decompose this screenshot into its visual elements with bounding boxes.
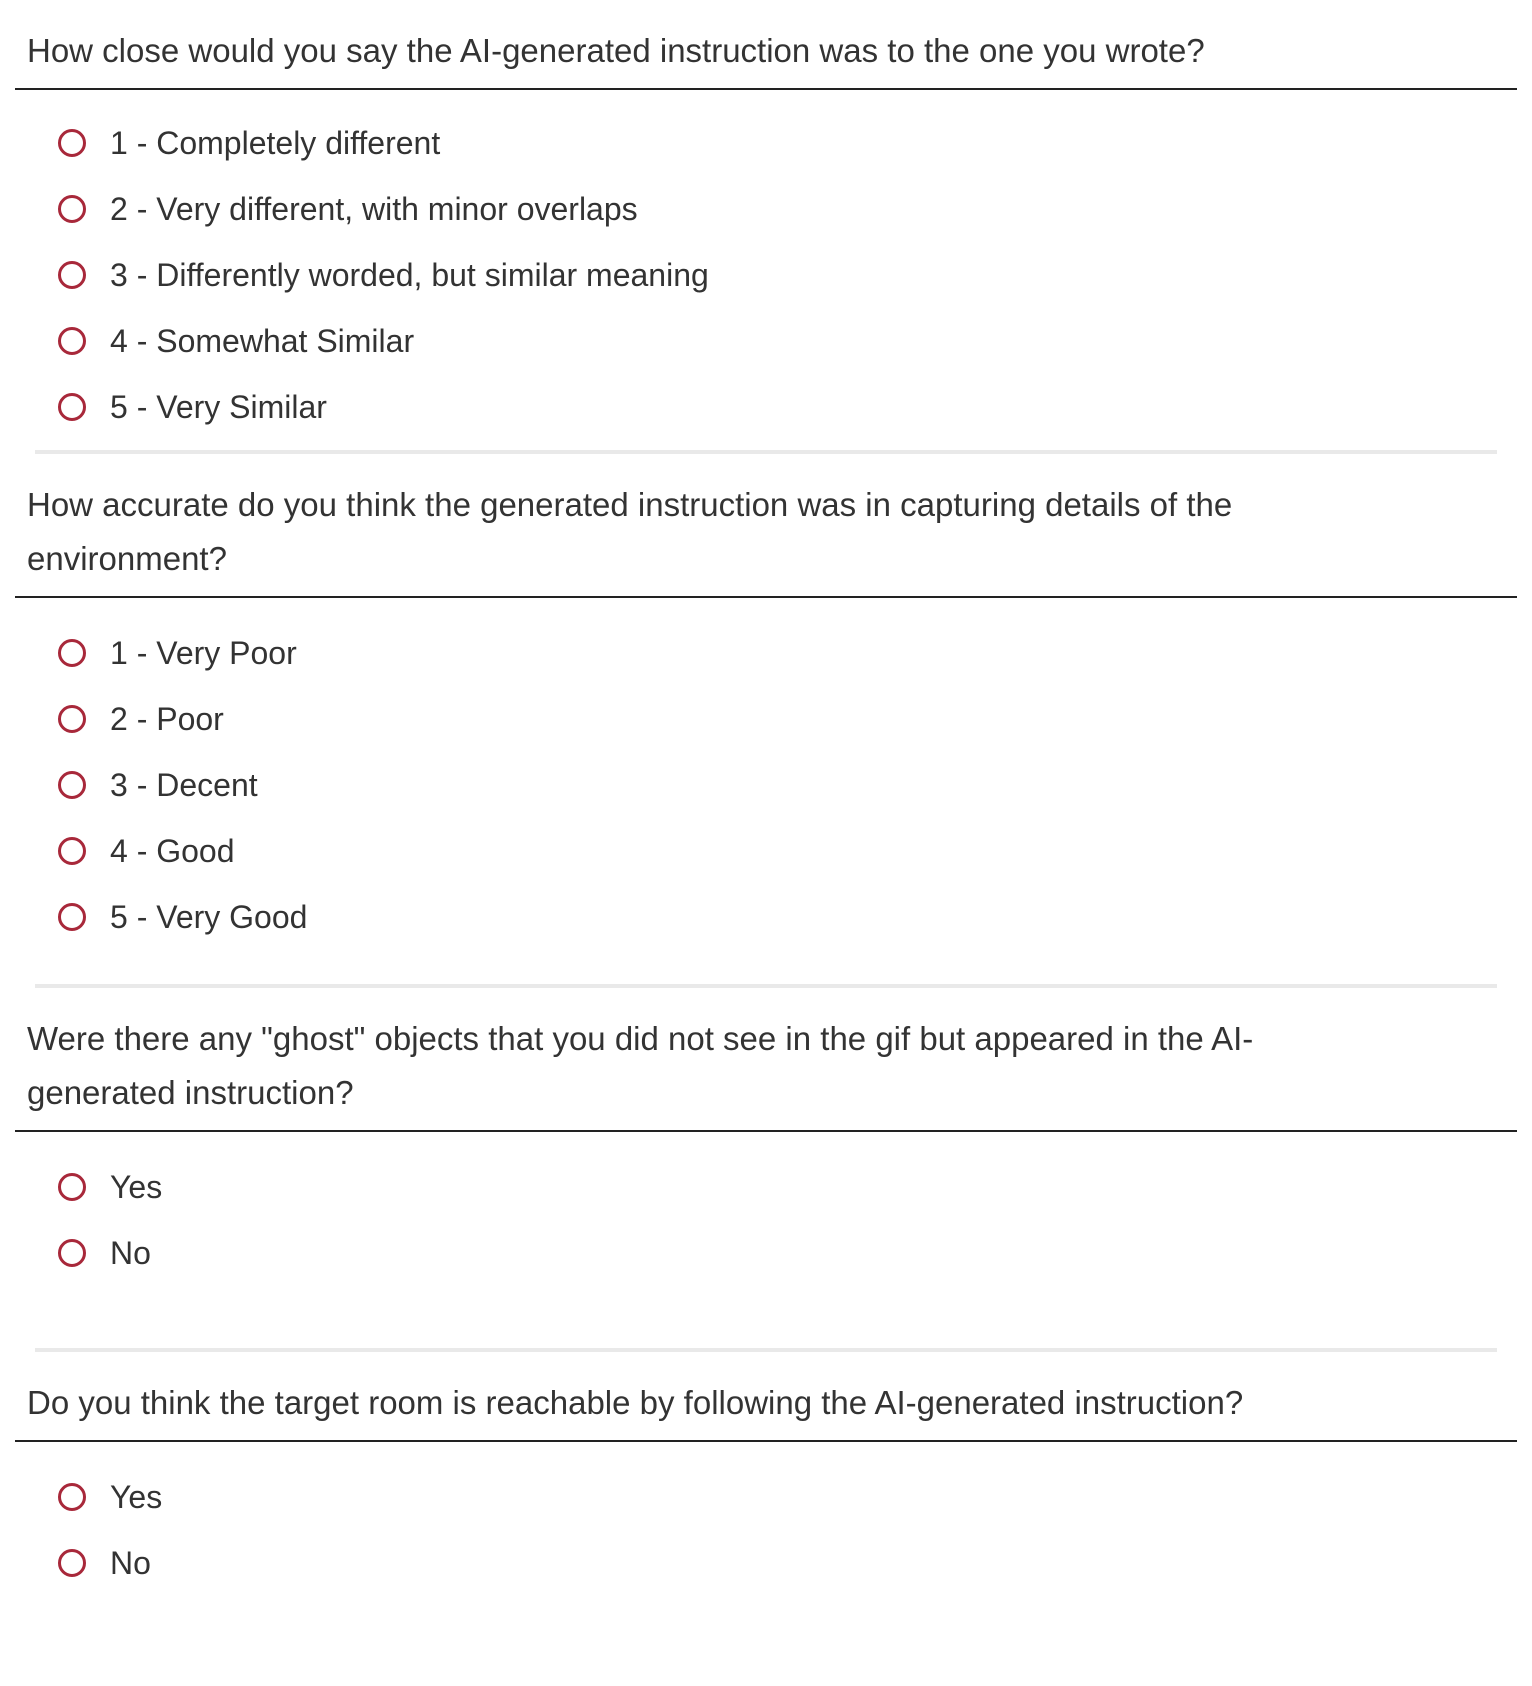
question-text: Were there any "ghost" objects that you did not see in the gif but appeared in the AI-generated instruction?	[27, 1020, 1254, 1111]
choice-label[interactable]: Yes	[110, 1479, 163, 1515]
question-reachability	[0, 1352, 1532, 1682]
radio-button[interactable]	[58, 1173, 86, 1201]
question-text: Do you think the target room is reachable by following the AI-generated instruction?	[27, 1384, 1244, 1421]
choice-label[interactable]: 1 - Completely different	[110, 125, 441, 161]
radio-button[interactable]	[58, 195, 86, 223]
choice-option[interactable]	[0, 686, 1532, 752]
choice-option[interactable]	[0, 1154, 1532, 1220]
choice-list	[0, 90, 1532, 440]
radio-button[interactable]	[58, 261, 86, 289]
choice-label[interactable]: 5 - Very Good	[110, 899, 308, 935]
radio-button[interactable]	[58, 705, 86, 733]
question-closeness	[0, 0, 1532, 450]
question-accuracy	[0, 454, 1532, 984]
radio-button[interactable]	[58, 639, 86, 667]
choice-list	[0, 598, 1532, 950]
choice-option[interactable]	[0, 1530, 1532, 1596]
radio-button[interactable]	[58, 1239, 86, 1267]
choice-label[interactable]: 4 - Good	[110, 833, 235, 869]
choice-option[interactable]	[0, 752, 1532, 818]
choice-label[interactable]: No	[110, 1235, 151, 1271]
choice-label[interactable]: No	[110, 1545, 151, 1581]
choice-option[interactable]	[0, 884, 1532, 950]
choice-label[interactable]: 3 - Differently worded, but similar meaning	[110, 257, 709, 293]
radio-button[interactable]	[58, 771, 86, 799]
choice-label[interactable]: 2 - Poor	[110, 701, 224, 737]
radio-button[interactable]	[58, 837, 86, 865]
choice-list	[0, 1442, 1532, 1596]
choice-label[interactable]: 2 - Very different, with minor overlaps	[110, 191, 638, 227]
choice-label[interactable]: 3 - Decent	[110, 767, 258, 803]
choice-list	[0, 1132, 1532, 1286]
choice-option[interactable]	[0, 818, 1532, 884]
radio-button[interactable]	[58, 327, 86, 355]
radio-button[interactable]	[58, 1483, 86, 1511]
question-ghost-objects	[0, 988, 1532, 1348]
choice-option[interactable]	[0, 1464, 1532, 1530]
choice-option[interactable]	[0, 110, 1532, 176]
choice-label[interactable]: 5 - Very Similar	[110, 389, 327, 425]
question-text: How close would you say the AI-generated instruction was to the one you wrote?	[27, 32, 1205, 69]
choice-option[interactable]	[0, 620, 1532, 686]
choice-option[interactable]	[0, 374, 1532, 440]
choice-option[interactable]	[0, 308, 1532, 374]
question-text: How accurate do you think the generated instruction was in capturing details of the environment?	[27, 486, 1233, 577]
choice-option[interactable]	[0, 1220, 1532, 1286]
radio-button[interactable]	[58, 903, 86, 931]
radio-button[interactable]	[58, 1549, 86, 1577]
choice-label[interactable]: 4 - Somewhat Similar	[110, 323, 415, 359]
radio-button[interactable]	[58, 129, 86, 157]
choice-label[interactable]: 1 - Very Poor	[110, 635, 297, 671]
choice-label[interactable]: Yes	[110, 1169, 163, 1205]
choice-option[interactable]	[0, 176, 1532, 242]
radio-button[interactable]	[58, 393, 86, 421]
choice-option[interactable]	[0, 242, 1532, 308]
